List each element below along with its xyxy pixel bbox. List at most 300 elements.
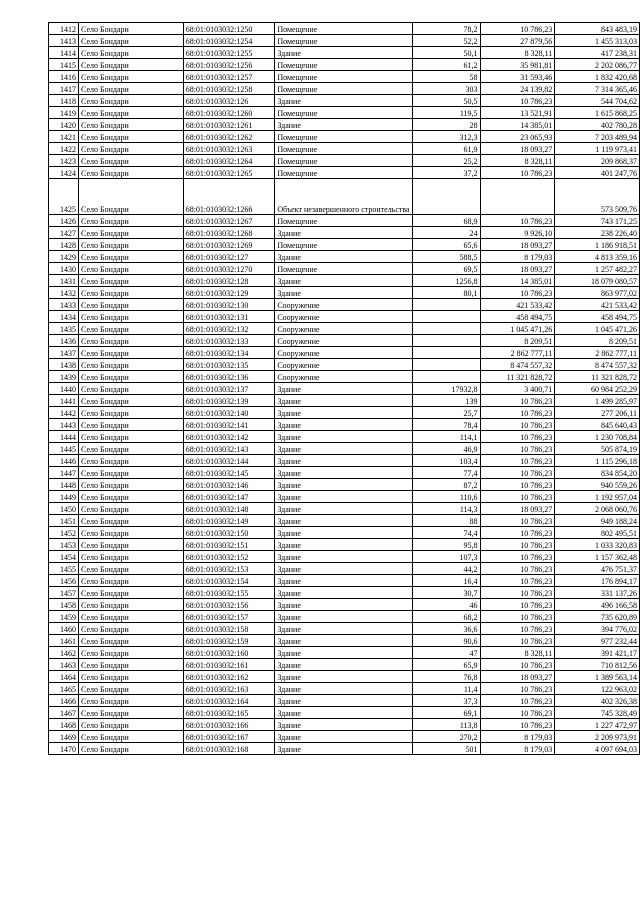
specific-value-cell: 10 786,23 [480,419,555,431]
row-number-cell: 1433 [49,299,79,311]
object-type-cell: Помещение [275,131,412,143]
settlement-cell: Село Бондари [79,671,184,683]
row-number-cell: 1447 [49,467,79,479]
specific-value-cell: 10 786,23 [480,467,555,479]
object-type-cell: Здание [275,539,412,551]
settlement-cell: Село Бондари [79,287,184,299]
object-type-cell: Здание [275,431,412,443]
area-cell [412,179,480,215]
settlement-cell: Село Бондари [79,131,184,143]
cadastral-value-cell: 402 326,38 [555,695,640,707]
cadastral-number-cell: 68:01:0103032:1256 [183,59,275,71]
object-type-cell: Здание [275,47,412,59]
table-row [49,167,640,179]
row-number-cell: 1412 [49,23,79,35]
settlement-cell: Село Бондари [79,695,184,707]
table-row [49,227,640,239]
area-cell [412,371,480,383]
cadastral-value-cell: 4 097 694,03 [555,743,640,755]
object-type-cell: Здание [275,503,412,515]
cadastral-number-cell: 68:01:0103032:155 [183,587,275,599]
specific-value-cell: 18 093,27 [480,503,555,515]
table-row [49,179,640,215]
cadastral-number-cell: 68:01:0103032:153 [183,563,275,575]
cadastral-number-cell: 68:01:0103032:162 [183,671,275,683]
table-row [49,539,640,551]
table-row [49,323,640,335]
cadastral-number-cell: 68:01:0103032:159 [183,635,275,647]
cadastral-value-cell: 1 389 563,14 [555,671,640,683]
cadastral-number-cell: 68:01:0103032:142 [183,431,275,443]
object-type-cell: Здание [275,443,412,455]
specific-value-cell: 18 093,27 [480,239,555,251]
cadastral-number-cell: 68:01:0103032:168 [183,743,275,755]
cadastral-number-cell: 68:01:0103032:1268 [183,227,275,239]
row-number-cell: 1427 [49,227,79,239]
area-cell: 87,2 [412,479,480,491]
cadastral-value-cell: 834 854,20 [555,467,640,479]
table-row [49,695,640,707]
area-cell: 52,2 [412,35,480,47]
specific-value-cell: 2 862 777,11 [480,347,555,359]
specific-value-cell: 10 786,23 [480,479,555,491]
object-type-cell: Здание [275,227,412,239]
specific-value-cell: 10 786,23 [480,575,555,587]
cadastral-value-cell: 2 202 086,77 [555,59,640,71]
cadastral-value-cell: 1 455 313,03 [555,35,640,47]
area-cell: 36,6 [412,623,480,635]
specific-value-cell: 23 065,93 [480,131,555,143]
area-cell [412,299,480,311]
cadastral-number-cell: 68:01:0103032:1264 [183,155,275,167]
table-row [49,371,640,383]
cadastral-value-cell: 8 209,51 [555,335,640,347]
row-number-cell: 1443 [49,419,79,431]
specific-value-cell: 10 786,23 [480,515,555,527]
table-row [49,347,640,359]
table-row [49,635,640,647]
cadastral-value-cell: 391 421,17 [555,647,640,659]
specific-value-cell: 421 533,42 [480,299,555,311]
row-number-cell: 1436 [49,335,79,347]
table-row [49,23,640,35]
object-type-cell: Сооружение [275,371,412,383]
cadastral-value-cell: 544 704,62 [555,95,640,107]
table-row [49,479,640,491]
area-cell: 501 [412,743,480,755]
settlement-cell: Село Бондари [79,479,184,491]
table-row [49,503,640,515]
table-row [49,563,640,575]
settlement-cell: Село Бондари [79,167,184,179]
row-number-cell: 1459 [49,611,79,623]
cadastral-number-cell: 68:01:0103032:1266 [183,179,275,215]
area-cell: 76,8 [412,671,480,683]
specific-value-cell: 458 494,75 [480,311,555,323]
object-type-cell: Здание [275,743,412,755]
settlement-cell: Село Бондари [79,155,184,167]
specific-value-cell: 18 093,27 [480,263,555,275]
table-row [49,35,640,47]
cadastral-value-cell: 949 188,24 [555,515,640,527]
cadastral-value-cell: 745 328,49 [555,707,640,719]
row-number-cell: 1432 [49,287,79,299]
specific-value-cell: 18 093,27 [480,671,555,683]
cadastral-number-cell: 68:01:0103032:1261 [183,119,275,131]
area-cell: 88 [412,515,480,527]
row-number-cell: 1420 [49,119,79,131]
area-cell: 61,9 [412,143,480,155]
cadastral-number-cell: 68:01:0103032:1262 [183,131,275,143]
settlement-cell: Село Бондари [79,95,184,107]
object-type-cell: Помещение [275,155,412,167]
cadastral-number-cell: 68:01:0103032:157 [183,611,275,623]
cadastral-number-cell: 68:01:0103032:143 [183,443,275,455]
area-cell: 78,2 [412,23,480,35]
area-cell: 107,3 [412,551,480,563]
cadastral-number-cell: 68:01:0103032:146 [183,479,275,491]
specific-value-cell [480,179,555,215]
cadastral-number-cell: 68:01:0103032:141 [183,419,275,431]
object-type-cell: Помещение [275,215,412,227]
row-number-cell: 1415 [49,59,79,71]
area-cell: 270,2 [412,731,480,743]
cadastral-value-cell: 977 232,44 [555,635,640,647]
row-number-cell: 1422 [49,143,79,155]
row-number-cell: 1419 [49,107,79,119]
object-type-cell: Здание [275,275,412,287]
row-number-cell: 1466 [49,695,79,707]
object-type-cell: Помещение [275,23,412,35]
object-type-cell: Помещение [275,167,412,179]
cadastral-value-cell: 421 533,42 [555,299,640,311]
cadastral-number-cell: 68:01:0103032:132 [183,323,275,335]
specific-value-cell: 10 786,23 [480,215,555,227]
specific-value-cell: 8 474 557,32 [480,359,555,371]
settlement-cell: Село Бондари [79,587,184,599]
specific-value-cell: 31 593,46 [480,71,555,83]
area-cell: 37,2 [412,167,480,179]
row-number-cell: 1416 [49,71,79,83]
cadastral-value-cell: 458 494,75 [555,311,640,323]
area-cell [412,359,480,371]
cadastral-value-cell: 7 203 489,94 [555,131,640,143]
area-cell: 46,9 [412,443,480,455]
object-type-cell: Сооружение [275,311,412,323]
object-type-cell: Здание [275,407,412,419]
object-type-cell: Здание [275,647,412,659]
settlement-cell: Село Бондари [79,347,184,359]
cadastral-value-cell: 238 226,40 [555,227,640,239]
cadastral-value-cell: 496 166,58 [555,599,640,611]
settlement-cell: Село Бондари [79,35,184,47]
object-type-cell: Здание [275,515,412,527]
table-row [49,83,640,95]
row-number-cell: 1462 [49,647,79,659]
table-row [49,251,640,263]
object-type-cell: Здание [275,731,412,743]
table-row [49,551,640,563]
object-type-cell: Сооружение [275,323,412,335]
row-number-cell: 1470 [49,743,79,755]
specific-value-cell: 10 786,23 [480,551,555,563]
cadastral-number-cell: 68:01:0103032:161 [183,659,275,671]
cadastral-number-cell: 68:01:0103032:147 [183,491,275,503]
area-cell: 113,8 [412,719,480,731]
cadastral-value-cell: 2 068 060,76 [555,503,640,515]
specific-value-cell: 27 879,56 [480,35,555,47]
cadastral-value-cell: 1 832 420,68 [555,71,640,83]
table-row [49,59,640,71]
object-type-cell: Сооружение [275,335,412,347]
cadastral-value-cell: 394 776,02 [555,623,640,635]
object-type-cell: Сооружение [275,347,412,359]
cadastral-number-cell: 68:01:0103032:156 [183,599,275,611]
area-cell: 139 [412,395,480,407]
area-cell: 11,4 [412,683,480,695]
object-type-cell: Здание [275,287,412,299]
row-number-cell: 1442 [49,407,79,419]
settlement-cell: Село Бондари [79,239,184,251]
specific-value-cell: 10 786,23 [480,95,555,107]
settlement-cell: Село Бондари [79,47,184,59]
area-cell: 114,1 [412,431,480,443]
cadastral-number-cell: 68:01:0103032:154 [183,575,275,587]
specific-value-cell: 10 786,23 [480,443,555,455]
cadastral-number-cell: 68:01:0103032:137 [183,383,275,395]
row-number-cell: 1460 [49,623,79,635]
object-type-cell: Здание [275,623,412,635]
table-row [49,575,640,587]
settlement-cell: Село Бондари [79,515,184,527]
object-type-cell: Помещение [275,143,412,155]
object-type-cell: Помещение [275,35,412,47]
area-cell: 61,2 [412,59,480,71]
table-row [49,455,640,467]
cadastral-number-cell: 68:01:0103032:128 [183,275,275,287]
area-cell: 74,4 [412,527,480,539]
specific-value-cell: 10 786,23 [480,491,555,503]
settlement-cell: Село Бондари [79,311,184,323]
specific-value-cell: 10 786,23 [480,167,555,179]
specific-value-cell: 10 786,23 [480,695,555,707]
cadastral-value-cell: 2 862 777,11 [555,347,640,359]
cadastral-value-cell: 11 321 828,72 [555,371,640,383]
cadastral-value-cell: 1 033 320,83 [555,539,640,551]
table-row [49,143,640,155]
table-row [49,647,640,659]
settlement-cell: Село Бондари [79,575,184,587]
cadastral-value-cell: 1 186 918,51 [555,239,640,251]
object-type-cell: Здание [275,479,412,491]
settlement-cell: Село Бондари [79,659,184,671]
cadastral-value-cell: 1 227 472,97 [555,719,640,731]
cadastral-number-cell: 68:01:0103032:139 [183,395,275,407]
row-number-cell: 1457 [49,587,79,599]
cadastral-value-cell: 1 615 868,25 [555,107,640,119]
settlement-cell: Село Бондари [79,551,184,563]
settlement-cell: Село Бондари [79,419,184,431]
cadastral-number-cell: 68:01:0103032:163 [183,683,275,695]
area-cell: 119,5 [412,107,480,119]
row-number-cell: 1445 [49,443,79,455]
row-number-cell: 1452 [49,527,79,539]
area-cell: 588,5 [412,251,480,263]
settlement-cell: Село Бондари [79,455,184,467]
cadastral-value-cell: 1 257 482,27 [555,263,640,275]
area-cell: 37,3 [412,695,480,707]
settlement-cell: Село Бондари [79,107,184,119]
table-row [49,431,640,443]
settlement-cell: Село Бондари [79,83,184,95]
cadastral-number-cell: 68:01:0103032:152 [183,551,275,563]
specific-value-cell: 13 521,91 [480,107,555,119]
settlement-cell: Село Бондари [79,215,184,227]
row-number-cell: 1418 [49,95,79,107]
cadastral-value-cell: 60 984 252,29 [555,383,640,395]
object-type-cell: Помещение [275,239,412,251]
settlement-cell: Село Бондари [79,359,184,371]
specific-value-cell: 10 786,23 [480,527,555,539]
row-number-cell: 1434 [49,311,79,323]
area-cell: 303 [412,83,480,95]
specific-value-cell: 10 786,23 [480,395,555,407]
settlement-cell: Село Бондари [79,623,184,635]
table-row [49,287,640,299]
area-cell: 114,3 [412,503,480,515]
specific-value-cell: 10 786,23 [480,683,555,695]
table-row [49,359,640,371]
cadastral-value-cell: 401 247,76 [555,167,640,179]
area-cell: 95,8 [412,539,480,551]
specific-value-cell: 18 093,27 [480,143,555,155]
row-number-cell: 1463 [49,659,79,671]
object-type-cell: Здание [275,527,412,539]
area-cell: 24 [412,227,480,239]
object-type-cell: Сооружение [275,299,412,311]
object-type-cell: Помещение [275,263,412,275]
cadastral-number-cell: 68:01:0103032:127 [183,251,275,263]
settlement-cell: Село Бондари [79,539,184,551]
specific-value-cell: 10 786,23 [480,287,555,299]
row-number-cell: 1437 [49,347,79,359]
specific-value-cell: 10 786,23 [480,599,555,611]
row-number-cell: 1449 [49,491,79,503]
table-row [49,527,640,539]
settlement-cell: Село Бондари [79,407,184,419]
specific-value-cell: 10 786,23 [480,719,555,731]
area-cell: 28 [412,119,480,131]
settlement-cell: Село Бондари [79,731,184,743]
cadastral-number-cell: 68:01:0103032:1258 [183,83,275,95]
row-number-cell: 1421 [49,131,79,143]
cadastral-number-cell: 68:01:0103032:1250 [183,23,275,35]
cadastral-number-cell: 68:01:0103032:140 [183,407,275,419]
cadastral-value-cell: 710 812,56 [555,659,640,671]
specific-value-cell: 3 400,71 [480,383,555,395]
specific-value-cell: 8 328,11 [480,155,555,167]
settlement-cell: Село Бондари [79,527,184,539]
cadastral-number-cell: 68:01:0103032:1255 [183,47,275,59]
area-cell: 47 [412,647,480,659]
object-type-cell: Здание [275,119,412,131]
cadastral-value-cell: 743 171,25 [555,215,640,227]
area-cell: 44,2 [412,563,480,575]
row-number-cell: 1451 [49,515,79,527]
settlement-cell: Село Бондари [79,683,184,695]
cadastral-number-cell: 68:01:0103032:133 [183,335,275,347]
area-cell [412,347,480,359]
cadastral-number-cell: 68:01:0103032:129 [183,287,275,299]
row-number-cell: 1465 [49,683,79,695]
object-type-cell: Здание [275,395,412,407]
specific-value-cell: 10 786,23 [480,539,555,551]
settlement-cell: Село Бондари [79,491,184,503]
settlement-cell: Село Бондари [79,335,184,347]
table-row [49,71,640,83]
area-cell: 68,2 [412,611,480,623]
cadastral-number-cell: 68:01:0103032:164 [183,695,275,707]
object-type-cell: Здание [275,455,412,467]
cadastral-value-cell: 277 206,11 [555,407,640,419]
cadastral-value-cell: 7 314 365,46 [555,83,640,95]
cadastral-value-cell: 940 559,26 [555,479,640,491]
cadastral-value-cell: 1 230 708,84 [555,431,640,443]
specific-value-cell: 14 385,01 [480,275,555,287]
object-type-cell: Помещение [275,59,412,71]
settlement-cell: Село Бондари [79,299,184,311]
area-cell: 25,2 [412,155,480,167]
cadastral-number-cell: 68:01:0103032:1270 [183,263,275,275]
area-cell [412,323,480,335]
row-number-cell: 1429 [49,251,79,263]
table-row [49,407,640,419]
cadastral-number-cell: 68:01:0103032:136 [183,371,275,383]
object-type-cell: Здание [275,671,412,683]
table-row [49,611,640,623]
settlement-cell: Село Бондари [79,383,184,395]
cadastral-value-cell: 331 137,26 [555,587,640,599]
object-type-cell: Объект незавершенного строительства [275,179,412,215]
table-row [49,659,640,671]
object-type-cell: Здание [275,251,412,263]
area-cell: 50,5 [412,95,480,107]
cadastral-value-table [48,22,640,755]
settlement-cell: Село Бондари [79,707,184,719]
settlement-cell: Село Бондари [79,227,184,239]
settlement-cell: Село Бондари [79,635,184,647]
row-number-cell: 1458 [49,599,79,611]
settlement-cell: Село Бондари [79,395,184,407]
row-number-cell: 1450 [49,503,79,515]
cadastral-number-cell: 68:01:0103032:160 [183,647,275,659]
object-type-cell: Здание [275,599,412,611]
object-type-cell: Здание [275,491,412,503]
settlement-cell: Село Бондари [79,59,184,71]
specific-value-cell: 8 328,11 [480,647,555,659]
table-row [49,683,640,695]
specific-value-cell: 11 321 828,72 [480,371,555,383]
settlement-cell: Село Бондари [79,443,184,455]
row-number-cell: 1424 [49,167,79,179]
specific-value-cell: 14 385,01 [480,119,555,131]
table-row [49,419,640,431]
cadastral-number-cell: 68:01:0103032:145 [183,467,275,479]
cadastral-number-cell: 68:01:0103032:167 [183,731,275,743]
object-type-cell: Здание [275,563,412,575]
settlement-cell: Село Бондари [79,275,184,287]
table-row [49,155,640,167]
